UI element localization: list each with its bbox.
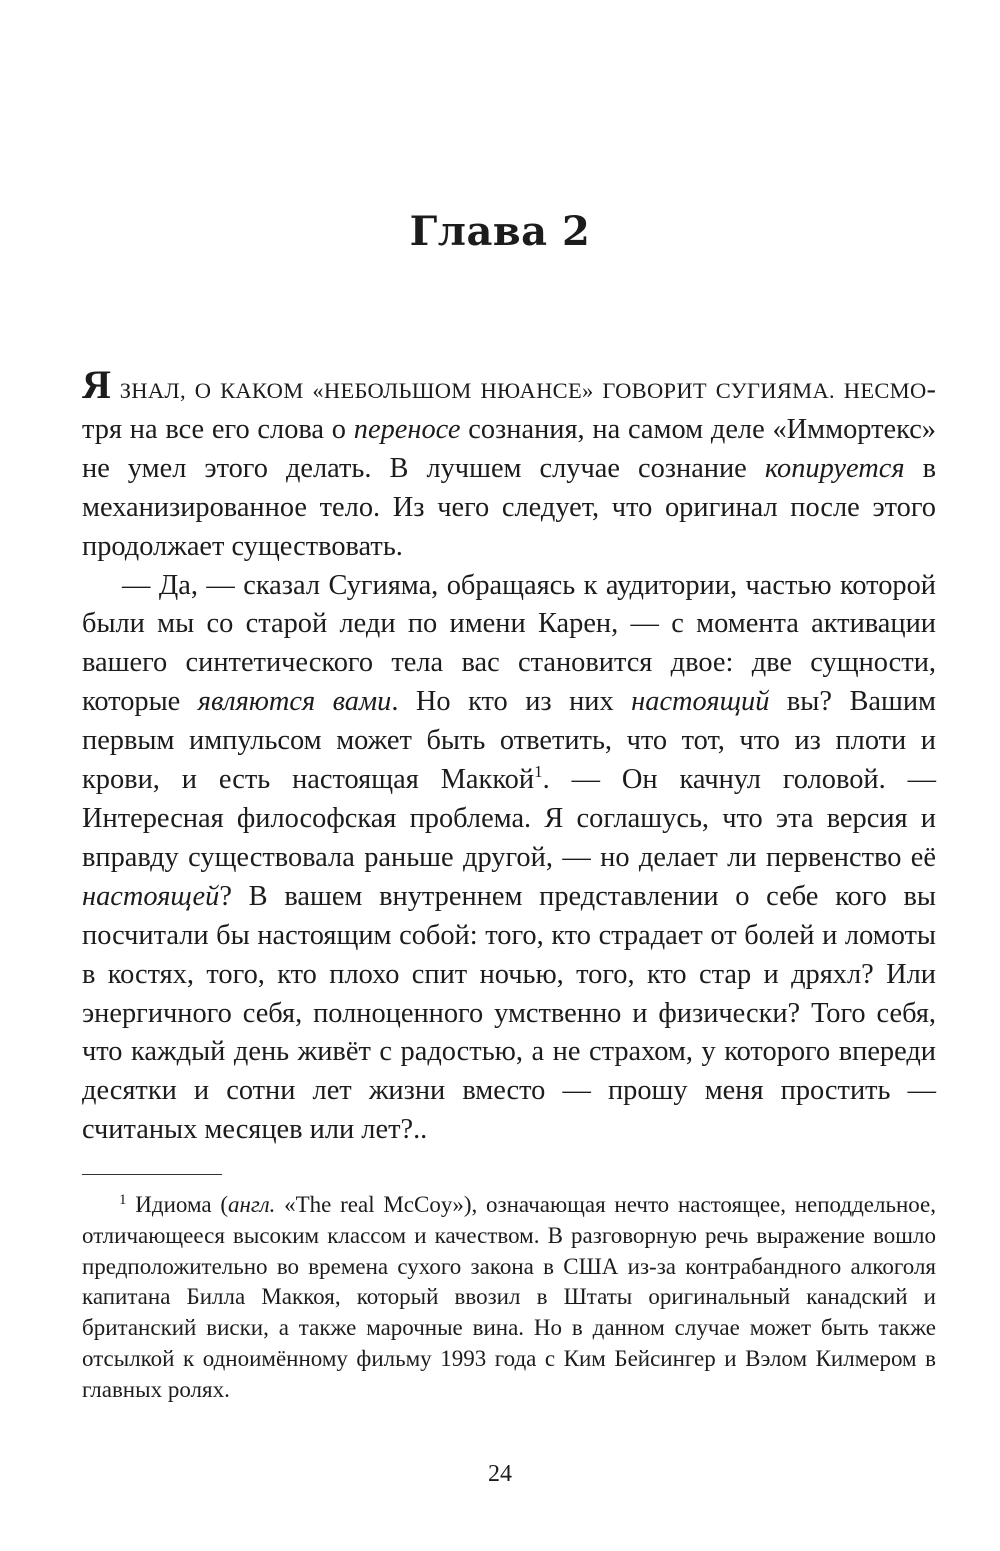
small-caps-lead: ЗНАЛ, О КАКОМ «НЕБОЛЬШОМ НЮАНСЕ» ГОВОРИТ СУГИЯМА. НЕСМО — [110, 378, 927, 403]
drop-cap: Я — [82, 362, 111, 407]
footnote — [82, 1190, 936, 1406]
text-run: . Но кто из них — [391, 686, 632, 718]
italic-emphasis: являются вами — [197, 686, 392, 718]
text-run: «The real McCoy»), означающая нечто настоящее, неподдельное, отличающееся высоким классом и качеством. В разговорную речь выражение вошло предположительно во времена сухого закона в США из-за контрабандного алкоголя капитана Билла Маккоя, который ввозил в Штаты оригинальный канадский и британский виски, а также марочные вина. Но в данном случае может быть также отсылкой к одноимённому фильму 1993 года с Ким Бейсингер и Вэлом Килмером в главных ролях. — [82, 1192, 936, 1402]
paragraph — [82, 567, 936, 1151]
italic-emphasis: англ. — [227, 1192, 276, 1217]
paragraph: Я ЗНАЛ, О КАКОМ «НЕБОЛЬШОМ НЮАНСЕ» ГОВОРИТ СУГИЯМА. НЕСМО-тря на все его слова о переносе сознания, на самом деле «Иммортекс» не умел этого делать. В лучшем случае сознание копируется в механизированное тело. Из чего следует, что оригинал после этого продолжает существовать. — [82, 362, 936, 562]
italic-emphasis: переносе — [353, 413, 461, 445]
footnote-divider — [82, 1174, 222, 1175]
text-run: тря на все его слова о — [82, 413, 354, 445]
chapter-title: Глава 2 — [409, 208, 591, 255]
page-number: 24 — [488, 1461, 512, 1487]
italic-emphasis: настоящий — [631, 686, 770, 718]
body-text — [82, 362, 937, 1150]
text-run: . — Он качнул головой. — Интересная философская проблема. Я соглашусь, что эта версия и вправду существовала раньше другой, — но делает ли первенство её — [82, 764, 936, 873]
text-run: — Да, — сказал Сугияма, обращаясь к аудитории, частью которой были мы со старой леди по имени Карен, — с момента активации вашего синтетического тела вас становится двое: две сущности, которые — [82, 569, 936, 718]
footnote-reference[interactable]: 1 — [534, 762, 543, 782]
text-run: ? В вашем внутреннем представлении о себе кого вы посчитали бы настоящим собой: того, кто страдает от болей и ломоты в костях, того, кто плохо спит ночью, того, кто стар и дряхл? Или энергичного себя, полноценного умственно и физически? Того себя, что каждый день живёт с радостью, а не страхом, у которого впереди десятки и сотни лет жизни вместо — прошу меня простить — считаных месяцев или лет?.. — [82, 880, 936, 1146]
text-run: в механизированное тело. Из чего следует, что оригинал после этого продолжает существовать. — [82, 452, 936, 562]
text-run: вы? Вашим первым импульсом может быть ответить, что тот, что из плоти и крови, и есть настоящая Маккой — [82, 686, 937, 796]
italic-emphasis: копируется — [764, 452, 905, 484]
footnote-marker: 1 — [119, 1192, 127, 1208]
text-run: сознания, на самом деле «Иммортекс» не умел этого делать. В лучшем случае сознание — [82, 413, 936, 484]
text-run: Идиома ( — [126, 1192, 228, 1217]
italic-emphasis: настоящей — [82, 880, 220, 912]
